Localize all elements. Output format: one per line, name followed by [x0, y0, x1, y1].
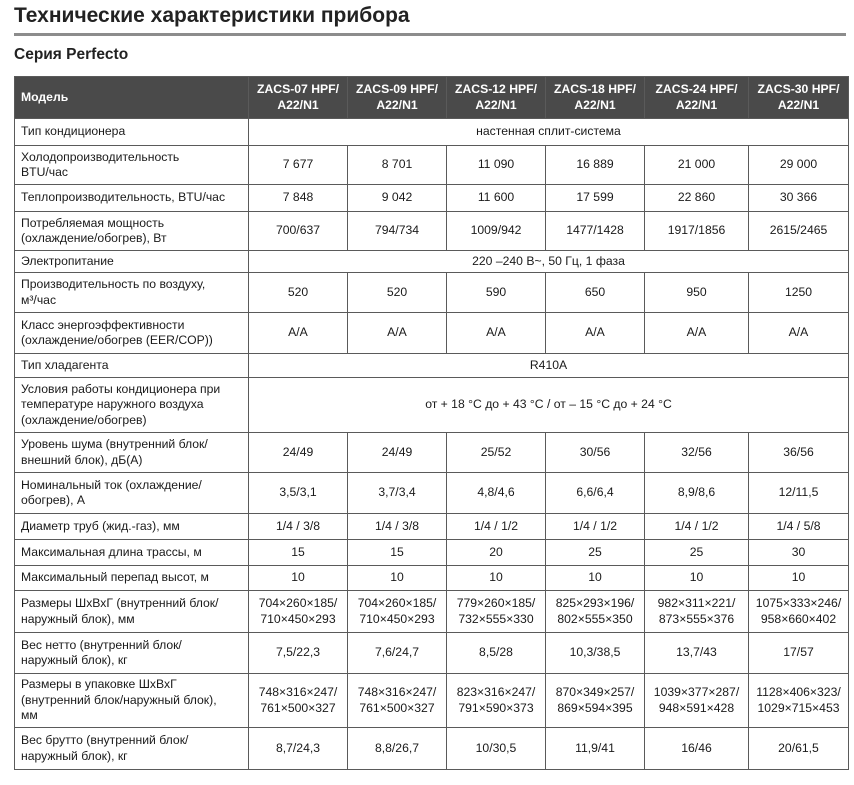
row-label: Тип кондиционера	[15, 119, 249, 146]
row-value: 10	[447, 566, 546, 591]
row-value: 15	[348, 540, 447, 566]
table-row	[15, 540, 849, 566]
table-row	[15, 378, 849, 433]
row-value: 24/49	[348, 433, 447, 473]
row-value: 1009/942	[447, 212, 546, 251]
row-value: A/A	[749, 313, 849, 354]
row-value: 8 701	[348, 146, 447, 185]
row-value: A/A	[348, 313, 447, 354]
row-value: 748×316×247/ 761×500×327	[249, 674, 348, 728]
row-value: 22 860	[645, 185, 749, 212]
row-value: 2615/2465	[749, 212, 849, 251]
table-row	[15, 633, 849, 674]
row-value: 12/11,5	[749, 473, 849, 514]
row-value: 24/49	[249, 433, 348, 473]
row-label: Холодопроизводительность BTU/час	[15, 146, 249, 185]
row-value: 30 366	[749, 185, 849, 212]
row-value: 21 000	[645, 146, 749, 185]
model-header: ZACS-09 HPF/ A22/N1	[348, 77, 447, 119]
table-row	[15, 273, 849, 313]
row-value: 8,8/26,7	[348, 728, 447, 770]
table-row	[15, 251, 849, 273]
row-value: 7 848	[249, 185, 348, 212]
specs-table	[14, 76, 849, 770]
row-value: 10,3/38,5	[546, 633, 645, 674]
row-value: 11,9/41	[546, 728, 645, 770]
model-header: ZACS-30 HPF/ A22/N1	[749, 77, 849, 119]
row-value: 11 090	[447, 146, 546, 185]
row-value: 8,5/28	[447, 633, 546, 674]
row-value: 9 042	[348, 185, 447, 212]
row-label: Класс энергоэффективности (охлаждение/обогрев (EER/COP))	[15, 313, 249, 354]
row-value: 870×349×257/ 869×594×395	[546, 674, 645, 728]
row-value: 16 889	[546, 146, 645, 185]
row-value: 8,9/8,6	[645, 473, 749, 514]
table-row	[15, 728, 849, 770]
row-value: 650	[546, 273, 645, 313]
row-value: 823×316×247/ 791×590×373	[447, 674, 546, 728]
row-value: 1/4 / 1/2	[645, 514, 749, 540]
table-row	[15, 433, 849, 473]
row-value: A/A	[447, 313, 546, 354]
page-title: Технические характеристики прибора	[14, 4, 410, 27]
row-value-merged: 220 –240 В~, 50 Гц, 1 фаза	[249, 251, 849, 273]
row-value: 1039×377×287/ 948×591×428	[645, 674, 749, 728]
row-value: 982×311×221/ 873×555×376	[645, 591, 749, 633]
row-label: Потребляемая мощность (охлаждение/обогрев), Вт	[15, 212, 249, 251]
table-row	[15, 119, 849, 146]
row-value: 10	[749, 566, 849, 591]
row-label: Условия работы кондиционера при температуре наружного воздуха (охлаждение/обогрев)	[15, 378, 249, 433]
row-value: 825×293×196/ 802×555×350	[546, 591, 645, 633]
row-value: 1/4 / 3/8	[249, 514, 348, 540]
row-label: Вес нетто (внутренний блок/ наружный блок), кг	[15, 633, 249, 674]
row-value: 3,5/3,1	[249, 473, 348, 514]
row-value: 30	[749, 540, 849, 566]
row-value: 6,6/6,4	[546, 473, 645, 514]
table-row	[15, 313, 849, 354]
table-row	[15, 674, 849, 728]
model-header: ZACS-18 HPF/ A22/N1	[546, 77, 645, 119]
row-label: Максимальный перепад высот, м	[15, 566, 249, 591]
row-value: 10	[645, 566, 749, 591]
row-value: 950	[645, 273, 749, 313]
row-value: 4,8/4,6	[447, 473, 546, 514]
row-label: Максимальная длина трассы, м	[15, 540, 249, 566]
row-value: 1917/1856	[645, 212, 749, 251]
row-value: 20	[447, 540, 546, 566]
row-value: 17 599	[546, 185, 645, 212]
table-row	[15, 146, 849, 185]
row-value: 704×260×185/ 710×450×293	[249, 591, 348, 633]
row-value: 779×260×185/ 732×555×330	[447, 591, 546, 633]
row-label: Электропитание	[15, 251, 249, 273]
row-value: 8,7/24,3	[249, 728, 348, 770]
row-value: 1/4 / 3/8	[348, 514, 447, 540]
row-value: 15	[249, 540, 348, 566]
row-label: Уровень шума (внутренний блок/ внешний блок), дБ(А)	[15, 433, 249, 473]
row-value: 36/56	[749, 433, 849, 473]
table-row	[15, 212, 849, 251]
header-label: Модель	[15, 77, 249, 119]
title-divider	[14, 33, 846, 36]
row-value: 1/4 / 5/8	[749, 514, 849, 540]
row-value: 29 000	[749, 146, 849, 185]
row-value: 16/46	[645, 728, 749, 770]
table-row	[15, 185, 849, 212]
row-value: A/A	[645, 313, 749, 354]
row-value: 7 677	[249, 146, 348, 185]
model-header: ZACS-12 HPF/ A22/N1	[447, 77, 546, 119]
row-value: 11 600	[447, 185, 546, 212]
row-value: 700/637	[249, 212, 348, 251]
row-value: 17/57	[749, 633, 849, 674]
row-value: 10	[249, 566, 348, 591]
row-value-merged: настенная сплит-система	[249, 119, 849, 146]
row-value: 1075×333×246/ 958×660×402	[749, 591, 849, 633]
row-value: 7,5/22,3	[249, 633, 348, 674]
row-value-merged: R410A	[249, 354, 849, 378]
row-label: Тип хладагента	[15, 354, 249, 378]
row-value: 25	[645, 540, 749, 566]
row-value: A/A	[249, 313, 348, 354]
table-header-row	[15, 77, 849, 119]
table-row	[15, 591, 849, 633]
row-value: 10	[348, 566, 447, 591]
row-value: 748×316×247/ 761×500×327	[348, 674, 447, 728]
row-value: 20/61,5	[749, 728, 849, 770]
row-label: Размеры в упаковке ШхВхГ (внутренний блок/наружный блок), мм	[15, 674, 249, 728]
model-header: ZACS-24 HPF/ A22/N1	[645, 77, 749, 119]
row-value: 1250	[749, 273, 849, 313]
table-row	[15, 354, 849, 378]
row-label: Диаметр труб (жид.-газ), мм	[15, 514, 249, 540]
row-value: 520	[348, 273, 447, 313]
row-value: 590	[447, 273, 546, 313]
row-label: Производительность по воздуху, м³/час	[15, 273, 249, 313]
table-row	[15, 473, 849, 514]
row-value: 794/734	[348, 212, 447, 251]
row-value: 1128×406×323/ 1029×715×453	[749, 674, 849, 728]
row-value: 30/56	[546, 433, 645, 473]
table-row	[15, 566, 849, 591]
row-value: 25/52	[447, 433, 546, 473]
table-row	[15, 514, 849, 540]
row-value: 520	[249, 273, 348, 313]
row-value: 32/56	[645, 433, 749, 473]
row-value: A/A	[546, 313, 645, 354]
row-value-merged: от + 18 °С до + 43 °С / от – 15 °С до + 24 °С	[249, 378, 849, 433]
row-value: 1/4 / 1/2	[447, 514, 546, 540]
row-value: 1477/1428	[546, 212, 645, 251]
row-label: Вес брутто (внутренний блок/ наружный блок), кг	[15, 728, 249, 770]
row-label: Теплопроизводительность, BTU/час	[15, 185, 249, 212]
row-value: 10/30,5	[447, 728, 546, 770]
model-header: ZACS-07 HPF/ A22/N1	[249, 77, 348, 119]
row-value: 3,7/3,4	[348, 473, 447, 514]
row-value: 704×260×185/ 710×450×293	[348, 591, 447, 633]
row-value: 10	[546, 566, 645, 591]
series-title: Серия Perfecto	[14, 46, 129, 63]
row-value: 25	[546, 540, 645, 566]
row-value: 13,7/43	[645, 633, 749, 674]
row-label: Номинальный ток (охлаждение/ обогрев), А	[15, 473, 249, 514]
row-label: Размеры ШхВхГ (внутренний блок/ наружный блок), мм	[15, 591, 249, 633]
row-value: 7,6/24,7	[348, 633, 447, 674]
row-value: 1/4 / 1/2	[546, 514, 645, 540]
